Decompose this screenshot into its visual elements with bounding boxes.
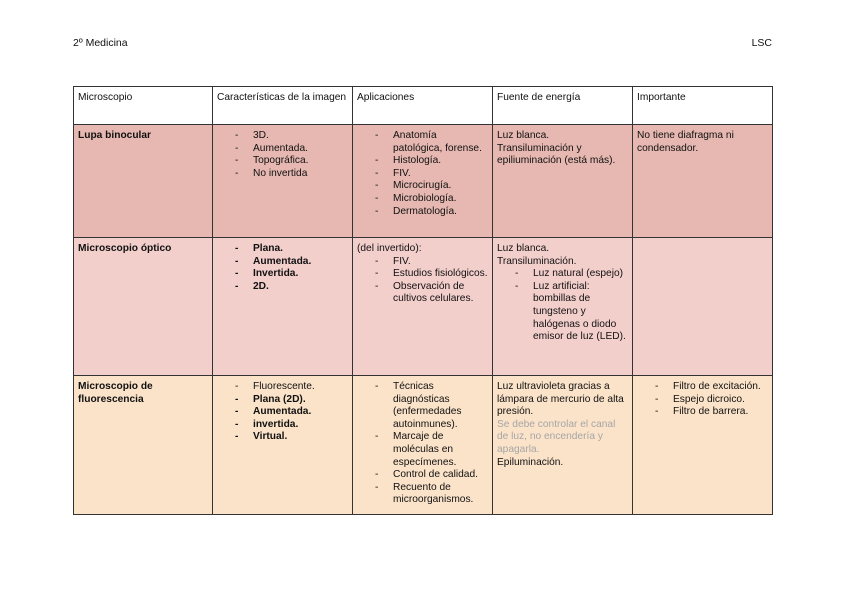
important-cell bbox=[633, 376, 773, 515]
list-item: - Invertida. bbox=[217, 268, 348, 281]
list-item: - Virtual. bbox=[217, 431, 348, 444]
applications-list bbox=[357, 381, 488, 507]
list-item: - No invertida bbox=[217, 168, 348, 181]
characteristics-list bbox=[217, 130, 348, 180]
list-item: - 3D. bbox=[217, 130, 348, 143]
list-item: - Recuento de microorganismos. bbox=[357, 482, 488, 507]
text-line: Luz ultravioleta gracias a lámpara de mercurio de alta presión. bbox=[497, 381, 624, 418]
table-header-row bbox=[74, 87, 773, 125]
column-header: Características de la imagen bbox=[213, 87, 353, 125]
list-item: - Marcaje de moléculas en especímenes. bbox=[357, 431, 488, 469]
list-item: - Aumentada. bbox=[217, 143, 348, 156]
characteristics-cell bbox=[213, 238, 353, 376]
row-name-cell bbox=[74, 125, 213, 238]
list-item: - Dermatología. bbox=[357, 206, 488, 219]
column-header: Aplicaciones bbox=[353, 87, 493, 125]
important-cell bbox=[633, 125, 773, 238]
energy-source-cell bbox=[493, 238, 633, 376]
list-item: - Topográfica. bbox=[217, 155, 348, 168]
list-item: - Técnicas diagnósticas (enfermedades autoinmunes). bbox=[357, 381, 488, 431]
applications-intro: (del invertido): bbox=[357, 243, 422, 254]
text-line: Transiluminación y epiliuminación (está más). bbox=[497, 142, 616, 167]
row-name-cell bbox=[74, 238, 213, 376]
list-item: - Espejo dicroico. bbox=[655, 394, 768, 407]
text-line: Luz blanca. bbox=[497, 130, 550, 141]
table-row bbox=[74, 125, 773, 238]
list-item: - FIV. bbox=[357, 256, 488, 269]
applications-cell bbox=[353, 376, 493, 515]
energy-source-cell bbox=[493, 125, 633, 238]
list-item: - Plana (2D). bbox=[217, 394, 348, 407]
energy-source-cell bbox=[493, 376, 633, 515]
characteristics-list bbox=[217, 381, 348, 444]
header-initials: LSC bbox=[751, 37, 772, 49]
applications-cell bbox=[353, 125, 493, 238]
text-line: Epiluminación. bbox=[497, 456, 564, 468]
text-line: Luz blanca. bbox=[497, 243, 550, 254]
row-name: Microscopio óptico bbox=[78, 243, 172, 254]
header-course: 2º Medicina bbox=[73, 37, 128, 49]
column-header: Microscopio bbox=[74, 87, 213, 125]
list-item: - Filtro de barrera. bbox=[655, 406, 768, 419]
microscope-table bbox=[73, 86, 773, 515]
list-item: - Plana. bbox=[217, 243, 348, 256]
applications-list bbox=[357, 130, 488, 218]
list-item: - Anatomía patológica, forense. bbox=[357, 130, 488, 155]
list-item: - Fluorescente. bbox=[217, 381, 348, 394]
characteristics-cell bbox=[213, 376, 353, 515]
list-item: - Estudios fisiológicos. bbox=[357, 268, 488, 281]
important-cell bbox=[633, 238, 773, 376]
list-item: - Filtro de excitación. bbox=[655, 381, 768, 394]
table-row bbox=[74, 238, 773, 376]
applications-list bbox=[357, 256, 488, 306]
table-row bbox=[74, 376, 773, 515]
characteristics-list bbox=[217, 243, 348, 293]
row-name: Lupa binocular bbox=[78, 130, 152, 141]
text-line: Transiluminación. bbox=[497, 255, 577, 267]
list-item: - 2D. bbox=[217, 281, 348, 294]
applications-cell bbox=[353, 238, 493, 376]
list-item: - invertida. bbox=[217, 419, 348, 432]
list-item: - Aumentada. bbox=[217, 406, 348, 419]
list-item: - Luz natural (espejo) bbox=[497, 268, 628, 281]
important-text: No tiene diafragma ni condensador. bbox=[637, 130, 734, 154]
characteristics-cell bbox=[213, 125, 353, 238]
list-item: - Aumentada. bbox=[217, 256, 348, 269]
important-list bbox=[655, 381, 768, 419]
note-text: Se debe controlar el canal de luz, no encendería y apagarla. bbox=[497, 418, 616, 455]
list-item: - Microcirugía. bbox=[357, 180, 488, 193]
list-item: - FIV. bbox=[357, 168, 488, 181]
list-item: - Observación de cultivos celulares. bbox=[357, 281, 488, 306]
list-item: - Control de calidad. bbox=[357, 469, 488, 482]
energy-source-list bbox=[497, 268, 628, 344]
list-item: - Luz artificial: bombillas de tungsteno y halógenas o diodo emisor de luz (LED). bbox=[497, 281, 628, 344]
column-header: Importante bbox=[633, 87, 773, 125]
list-item: - Histología. bbox=[357, 155, 488, 168]
list-item: - Microbiología. bbox=[357, 193, 488, 206]
row-name-cell bbox=[74, 376, 213, 515]
column-header: Fuente de energía bbox=[493, 87, 633, 125]
row-name: Microscopio de fluorescencia bbox=[78, 381, 153, 405]
